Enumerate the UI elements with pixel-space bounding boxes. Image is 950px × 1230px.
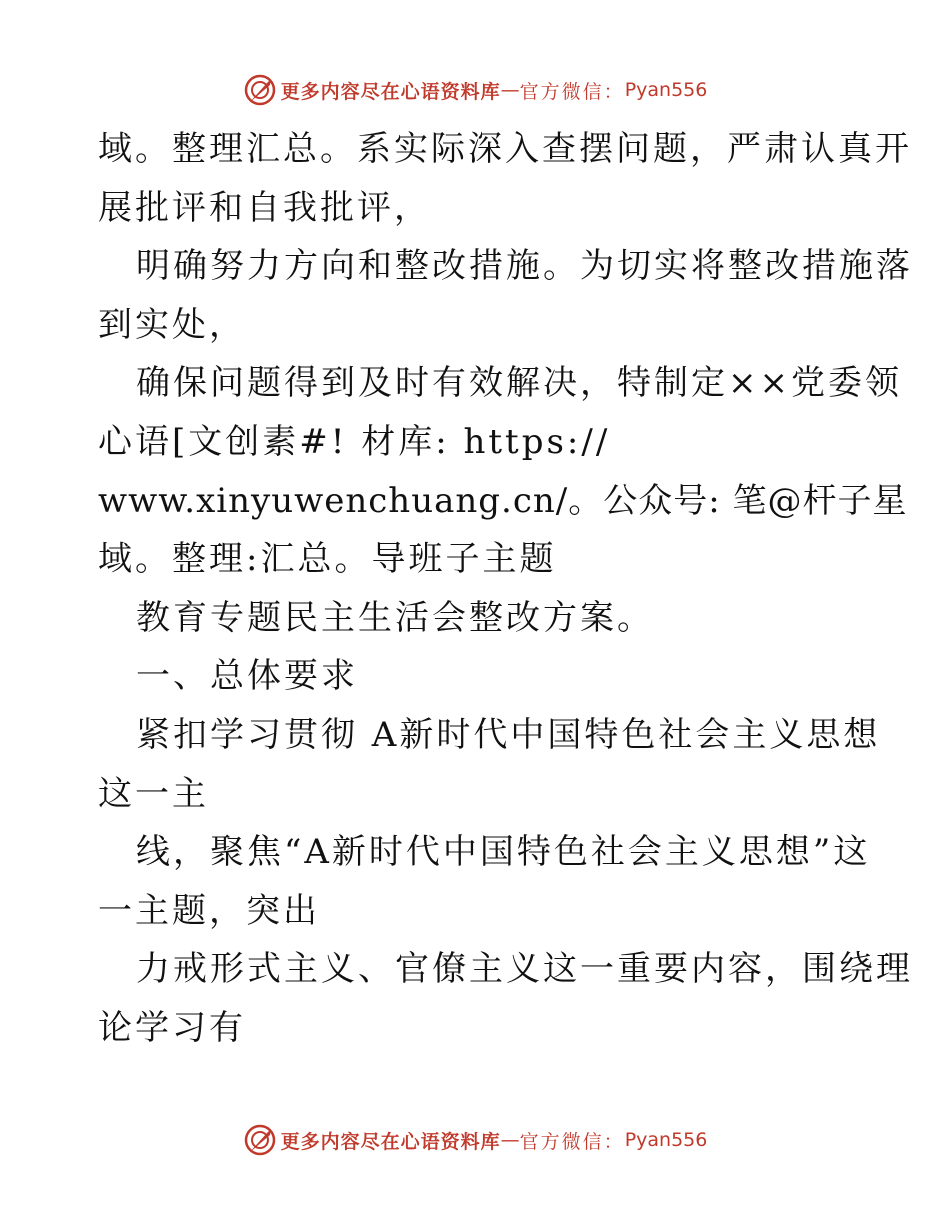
header-watermark [0, 70, 950, 110]
body-line: 展批评和自我批评， [98, 187, 431, 228]
body-line: 紧扣学习贯彻 A新时代中国特色社会主义思想 [136, 714, 881, 755]
body-line: 域。整理:汇总。导班子主题 [98, 539, 557, 580]
watermark-wechat-id: Pyan556 [624, 1129, 708, 1151]
body-line: 这一主 [98, 773, 209, 814]
body-line: www.xinyuwenchuang.cn/。公众号: 笔@杆子星 [98, 480, 908, 521]
body-line: 力戒形式主义、官僚主义这一重要内容，围绕理 [136, 949, 913, 990]
body-line: 明确努力方向和整改措施。为切实将整改措施落 [136, 246, 913, 287]
document-body [98, 120, 913, 1058]
section-heading: 一、总体要求 [136, 656, 358, 697]
pen-logo-icon [243, 73, 277, 107]
body-line: 心语[文创素#! 材库: https:// [98, 421, 611, 462]
watermark-tail: 官方微信： [519, 80, 625, 103]
watermark-dash: — [500, 1129, 520, 1151]
body-line: 到实处， [98, 304, 246, 345]
watermark-lead: 更多内容尽在心语资料库 [280, 1130, 501, 1153]
body-line: 教育专题民主生活会整改方案。 [136, 597, 654, 638]
footer-watermark [0, 1120, 950, 1160]
body-line: 论学习有 [98, 1007, 246, 1048]
body-line: 线，聚焦“A新时代中国特色社会主义思想”这 [136, 832, 871, 873]
watermark-dash: — [500, 79, 520, 101]
watermark-lead: 更多内容尽在心语资料库 [280, 80, 501, 103]
pen-logo-icon [243, 1123, 277, 1157]
body-line: 一主题，突出 [98, 890, 320, 931]
body-line: 域。整理汇总。系实际深入查摆问题，严肃认真开 [98, 129, 912, 169]
watermark-wechat-id: Pyan556 [624, 79, 708, 101]
body-line: 确保问题得到及时有效解决，特制定××党委领 [136, 363, 902, 404]
watermark-tail: 官方微信： [519, 1130, 625, 1153]
